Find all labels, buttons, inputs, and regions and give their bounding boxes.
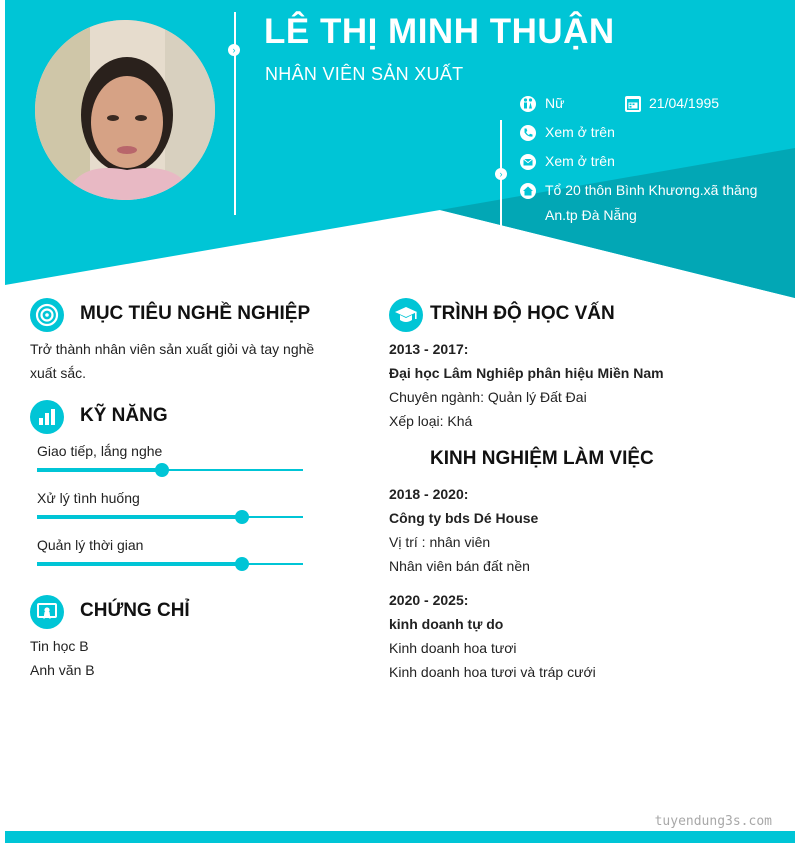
home-icon xyxy=(520,183,536,199)
education-title: TRÌNH ĐỘ HỌC VẤN xyxy=(430,303,615,324)
certificates-title: CHỨNG CHỈ xyxy=(80,600,190,621)
objective-text-line-2: xuất sắc. xyxy=(30,365,87,381)
experience-title: KINH NGHIỆM LÀM VIỆC xyxy=(430,448,654,469)
skill-bar-fill xyxy=(37,468,162,472)
skill-bar-knob xyxy=(235,510,249,524)
email-icon xyxy=(520,154,536,170)
calendar-icon xyxy=(625,96,641,112)
education-major: Chuyên ngành: Quản lý Đất Đai xyxy=(389,389,587,405)
header-divider-line xyxy=(234,12,236,215)
job-description: Kinh doanh hoa tươi và tráp cưới xyxy=(389,664,596,680)
phone-icon xyxy=(520,125,536,141)
skills-title: KỸ NĂNG xyxy=(80,405,168,426)
gender-icon xyxy=(520,96,536,112)
address-line-1: Tổ 20 thôn Bình Khương.xã thăng xyxy=(545,182,758,198)
education-school: Đại học Lâm Nghiêp phân hiệu Miền Nam xyxy=(389,365,664,381)
job-period: 2018 - 2020: xyxy=(389,486,469,502)
skill-label: Giao tiếp, lắng nghe xyxy=(37,443,163,459)
job-period: 2020 - 2025: xyxy=(389,592,469,608)
skill-label: Quản lý thời gian xyxy=(37,537,144,553)
bar-chart-icon xyxy=(30,400,64,434)
graduation-cap-icon xyxy=(389,298,423,332)
certificate-item: Anh văn B xyxy=(30,662,95,678)
chevron-right-icon: › xyxy=(228,44,240,56)
objective-text-line-1: Trở thành nhân viên sản xuất giỏi và tay nghề xyxy=(30,341,315,357)
address-line-2: An.tp Đà Nẵng xyxy=(545,207,637,223)
skill-bar-fill xyxy=(37,562,242,566)
birthdate-value: 21/04/1995 xyxy=(649,95,720,111)
phone-value: Xem ở trên xyxy=(545,124,615,140)
objective-title: MỤC TIÊU NGHỀ NGHIỆP xyxy=(80,303,311,324)
skill-bar-fill xyxy=(37,515,242,519)
job-position: Vị trí : nhân viên xyxy=(389,534,491,550)
job-position: Kinh doanh hoa tươi xyxy=(389,640,517,656)
job-description: Nhân viên bán đất nền xyxy=(389,558,530,574)
education-grade: Xếp loại: Khá xyxy=(389,413,473,429)
gender-value: Nữ xyxy=(545,95,565,111)
footer-bar xyxy=(5,831,795,843)
education-period: 2013 - 2017: xyxy=(389,341,469,357)
avatar xyxy=(35,20,215,200)
skill-bar xyxy=(37,563,303,565)
skill-bar xyxy=(37,516,303,518)
certificate-item: Tin học B xyxy=(30,638,89,654)
skill-label: Xử lý tình huống xyxy=(37,490,140,506)
chevron-right-icon: › xyxy=(495,168,507,180)
email-value: Xem ở trên xyxy=(545,153,615,169)
candidate-name: LÊ THỊ MINH THUẬN xyxy=(264,12,615,51)
watermark-text: tuyendung3s.com xyxy=(654,814,772,829)
job-company: kinh doanh tự do xyxy=(389,616,504,632)
skill-bar-knob xyxy=(235,557,249,571)
target-icon xyxy=(30,298,64,332)
certificate-icon xyxy=(30,595,64,629)
skill-bar xyxy=(37,469,303,471)
skill-bar-knob xyxy=(155,463,169,477)
candidate-role: NHÂN VIÊN SẢN XUẤT xyxy=(265,64,464,84)
job-company: Công ty bds Dé House xyxy=(389,510,539,526)
